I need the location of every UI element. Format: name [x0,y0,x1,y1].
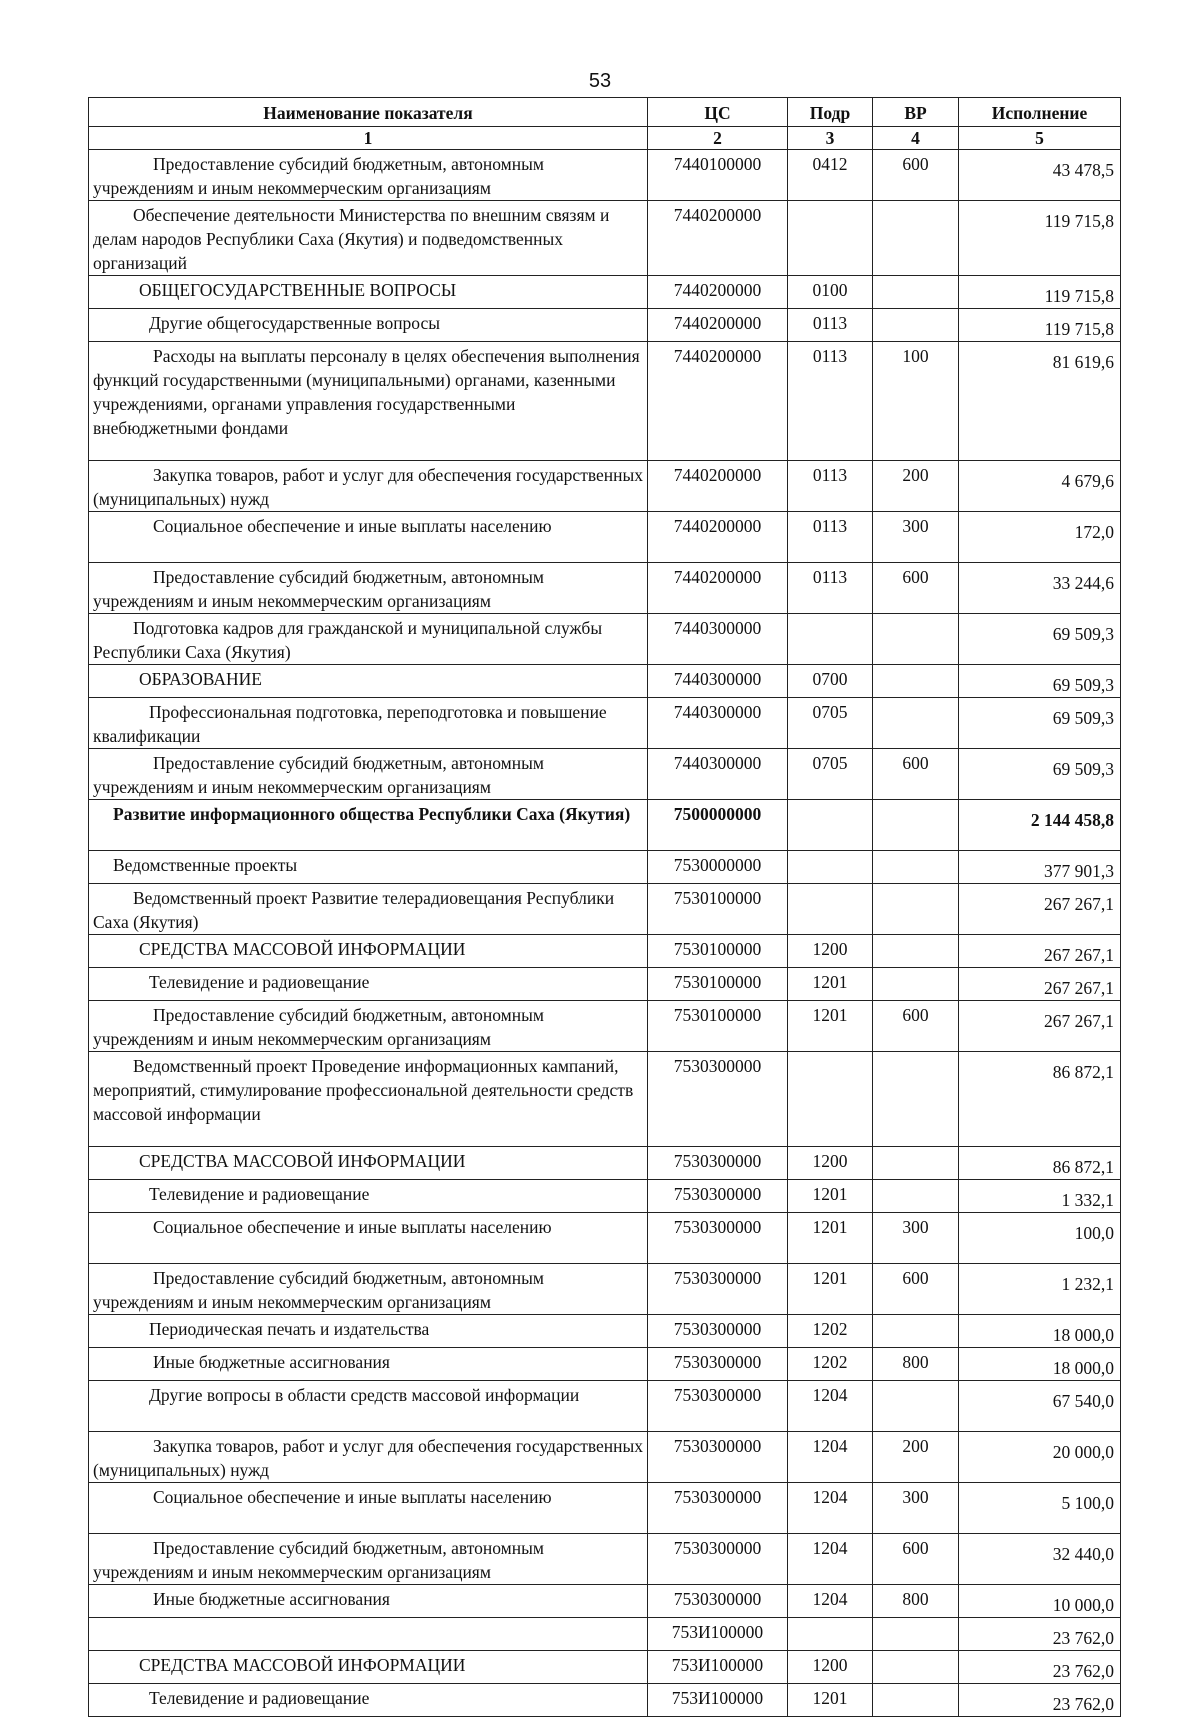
row-cs-code: 7440100000 [648,150,788,201]
row-name: Телевидение и радиовещание [89,1684,648,1717]
row-cs-code: 7530300000 [648,1180,788,1213]
table-row [89,1348,1121,1381]
row-amount: 10 000,0 [959,1585,1121,1618]
row-vr-code: 600 [873,749,959,800]
row-name: Телевидение и радиовещание [89,1180,648,1213]
row-podr-code: 1201 [788,1264,873,1315]
row-name: Предоставление субсидий бюджетным, автономным учреждениям и иным некоммерческим организациям [89,150,648,201]
table-row [89,1651,1121,1684]
table-row [89,1684,1121,1717]
row-name: Социальное обеспечение и иные выплаты населению [89,1213,648,1264]
row-vr-code [873,698,959,749]
row-name: Закупка товаров, работ и услуг для обеспечения государственных (муниципальных) нужд [89,1432,648,1483]
row-amount: 377 901,3 [959,851,1121,884]
row-amount: 1 232,1 [959,1264,1121,1315]
row-vr-code: 600 [873,150,959,201]
table-row [89,1315,1121,1348]
table-row [89,1618,1121,1651]
row-podr-code [788,201,873,276]
table-row [89,342,1121,461]
row-podr-code: 0100 [788,276,873,309]
row-podr-code [788,1618,873,1651]
row-name: СРЕДСТВА МАССОВОЙ ИНФОРМАЦИИ [89,1651,648,1684]
row-amount: 1 332,1 [959,1180,1121,1213]
row-name: Подготовка кадров для гражданской и муниципальной службы Республики Саха (Якутия) [89,614,648,665]
row-cs-code: 7530100000 [648,1001,788,1052]
table-row [89,1147,1121,1180]
row-podr-code [788,884,873,935]
row-amount: 172,0 [959,512,1121,563]
page-number: 53 [588,70,612,92]
table-row [89,851,1121,884]
row-amount: 18 000,0 [959,1315,1121,1348]
row-amount: 69 509,3 [959,665,1121,698]
column-number-row [89,127,1121,150]
row-podr-code: 0700 [788,665,873,698]
row-name: Периодическая печать и издательства [89,1315,648,1348]
header-podr: Подр [788,98,873,127]
row-vr-code: 800 [873,1348,959,1381]
row-amount: 81 619,6 [959,342,1121,461]
row-amount: 32 440,0 [959,1534,1121,1585]
row-vr-code [873,968,959,1001]
row-amount: 69 509,3 [959,749,1121,800]
row-name: Ведомственный проект Развитие телерадиовещания Республики Саха (Якутия) [89,884,648,935]
row-name: Иные бюджетные ассигнования [89,1585,648,1618]
row-name: Расходы на выплаты персоналу в целях обеспечения выполнения функций государственными (муниципальными) органами, казенными учреждениями, органами управления государственными внебюджетными фондами [89,342,648,461]
row-name: Ведомственный проект Проведение информационных кампаний, мероприятий, стимулирование профессиональной деятельности средств массовой информации [89,1052,648,1147]
row-vr-code [873,935,959,968]
row-podr-code: 1202 [788,1348,873,1381]
row-name: Предоставление субсидий бюджетным, автономным учреждениям и иным некоммерческим организациям [89,1534,648,1585]
row-name: СРЕДСТВА МАССОВОЙ ИНФОРМАЦИИ [89,1147,648,1180]
table-row [89,1381,1121,1432]
row-podr-code [788,800,873,851]
table-row [89,1432,1121,1483]
row-amount: 267 267,1 [959,1001,1121,1052]
table-row [89,749,1121,800]
row-name: Другие общегосударственные вопросы [89,309,648,342]
row-podr-code: 1204 [788,1483,873,1534]
table-row [89,884,1121,935]
table-body [89,150,1121,1717]
row-vr-code: 300 [873,1483,959,1534]
row-name: Предоставление субсидий бюджетным, автономным учреждениям и иным некоммерческим организациям [89,1264,648,1315]
row-amount: 2 144 458,8 [959,800,1121,851]
row-podr-code: 0113 [788,512,873,563]
row-cs-code: 7530300000 [648,1213,788,1264]
table-row [89,1585,1121,1618]
row-cs-code: 7530000000 [648,851,788,884]
row-vr-code [873,309,959,342]
row-vr-code [873,800,959,851]
row-name: Другие вопросы в области средств массовой информации [89,1381,648,1432]
row-cs-code: 7440200000 [648,276,788,309]
row-cs-code: 7440300000 [648,698,788,749]
row-podr-code: 1200 [788,1651,873,1684]
row-cs-code: 7440300000 [648,665,788,698]
row-amount: 86 872,1 [959,1147,1121,1180]
table-row [89,698,1121,749]
row-cs-code: 7440300000 [648,614,788,665]
row-podr-code: 1204 [788,1534,873,1585]
row-name: Предоставление субсидий бюджетным, автономным учреждениям и иным некоммерческим организациям [89,1001,648,1052]
table-row [89,665,1121,698]
row-amount: 20 000,0 [959,1432,1121,1483]
row-name: Социальное обеспечение и иные выплаты населению [89,1483,648,1534]
row-podr-code: 0705 [788,698,873,749]
row-podr-code: 1201 [788,1213,873,1264]
row-cs-code: 7530300000 [648,1585,788,1618]
table-row [89,1483,1121,1534]
row-cs-code: 753И100000 [648,1651,788,1684]
row-amount: 69 509,3 [959,698,1121,749]
column-number: 4 [873,127,959,150]
table-row [89,461,1121,512]
table-row [89,309,1121,342]
row-cs-code: 7530100000 [648,968,788,1001]
row-podr-code: 1204 [788,1585,873,1618]
table-row [89,614,1121,665]
row-podr-code: 1201 [788,968,873,1001]
row-name [89,1618,648,1651]
row-vr-code [873,1651,959,1684]
table-row [89,512,1121,563]
table-row [89,150,1121,201]
column-number: 3 [788,127,873,150]
budget-table-container [88,97,1120,1717]
row-cs-code: 7530300000 [648,1483,788,1534]
row-name: Развитие информационного общества Республики Саха (Якутия) [89,800,648,851]
row-vr-code [873,884,959,935]
row-podr-code: 0113 [788,342,873,461]
row-podr-code: 1201 [788,1684,873,1717]
row-podr-code: 1204 [788,1432,873,1483]
row-vr-code: 200 [873,461,959,512]
row-vr-code: 300 [873,1213,959,1264]
row-podr-code: 1200 [788,1147,873,1180]
row-vr-code: 100 [873,342,959,461]
row-amount: 267 267,1 [959,968,1121,1001]
row-vr-code [873,1684,959,1717]
row-amount: 119 715,8 [959,201,1121,276]
row-amount: 33 244,6 [959,563,1121,614]
row-amount: 5 100,0 [959,1483,1121,1534]
row-cs-code: 7530100000 [648,884,788,935]
row-cs-code: 7500000000 [648,800,788,851]
row-podr-code: 1202 [788,1315,873,1348]
table-row [89,563,1121,614]
row-cs-code: 7530300000 [648,1315,788,1348]
row-podr-code: 0113 [788,309,873,342]
row-amount: 119 715,8 [959,309,1121,342]
row-amount: 267 267,1 [959,884,1121,935]
table-row [89,1052,1121,1147]
row-podr-code: 1201 [788,1180,873,1213]
row-cs-code: 753И100000 [648,1618,788,1651]
row-podr-code: 1201 [788,1001,873,1052]
row-cs-code: 7440200000 [648,461,788,512]
row-vr-code [873,201,959,276]
row-cs-code: 7530300000 [648,1432,788,1483]
row-name: Телевидение и радиовещание [89,968,648,1001]
row-amount: 67 540,0 [959,1381,1121,1432]
row-vr-code: 200 [873,1432,959,1483]
row-cs-code: 7530300000 [648,1534,788,1585]
row-vr-code [873,1052,959,1147]
row-cs-code: 7530300000 [648,1264,788,1315]
row-vr-code: 300 [873,512,959,563]
row-vr-code [873,1618,959,1651]
table-row [89,1180,1121,1213]
row-cs-code: 7530300000 [648,1348,788,1381]
row-podr-code: 1204 [788,1381,873,1432]
header-amount: Исполнение [959,98,1121,127]
table-row [89,1534,1121,1585]
column-number: 2 [648,127,788,150]
table-row [89,1264,1121,1315]
row-name: Закупка товаров, работ и услуг для обеспечения государственных (муниципальных) нужд [89,461,648,512]
header-row [89,98,1121,127]
row-vr-code: 800 [873,1585,959,1618]
row-name: ОБРАЗОВАНИЕ [89,665,648,698]
row-amount: 100,0 [959,1213,1121,1264]
row-podr-code: 0113 [788,461,873,512]
row-vr-code [873,851,959,884]
row-amount: 69 509,3 [959,614,1121,665]
row-cs-code: 7440200000 [648,309,788,342]
row-podr-code [788,851,873,884]
row-amount: 119 715,8 [959,276,1121,309]
row-name: ОБЩЕГОСУДАРСТВЕННЫЕ ВОПРОСЫ [89,276,648,309]
row-amount: 43 478,5 [959,150,1121,201]
row-vr-code [873,1180,959,1213]
row-vr-code [873,1381,959,1432]
row-vr-code: 600 [873,563,959,614]
row-amount: 23 762,0 [959,1651,1121,1684]
row-name: Предоставление субсидий бюджетным, автономным учреждениям и иным некоммерческим организациям [89,563,648,614]
row-amount: 23 762,0 [959,1618,1121,1651]
row-name: Профессиональная подготовка, переподготовка и повышение квалификации [89,698,648,749]
column-number: 1 [89,127,648,150]
row-podr-code: 0113 [788,563,873,614]
row-cs-code: 7440200000 [648,201,788,276]
row-vr-code [873,665,959,698]
table-row [89,968,1121,1001]
row-name: Социальное обеспечение и иные выплаты населению [89,512,648,563]
table-row [89,1213,1121,1264]
row-podr-code [788,1052,873,1147]
budget-table [88,97,1121,1717]
row-podr-code [788,614,873,665]
row-amount: 23 762,0 [959,1684,1121,1717]
row-vr-code [873,614,959,665]
row-vr-code [873,1147,959,1180]
row-podr-code: 0705 [788,749,873,800]
row-name: Предоставление субсидий бюджетным, автономным учреждениям и иным некоммерческим организациям [89,749,648,800]
header-name: Наименование показателя [89,98,648,127]
table-row [89,1001,1121,1052]
table-row [89,800,1121,851]
header-vr: ВР [873,98,959,127]
row-vr-code: 600 [873,1534,959,1585]
row-cs-code: 7530300000 [648,1052,788,1147]
header-cs: ЦС [648,98,788,127]
row-name: Обеспечение деятельности Министерства по внешним связям и делам народов Республики Саха (Якутия) и подведомственных организаций [89,201,648,276]
row-cs-code: 7440200000 [648,342,788,461]
row-podr-code: 1200 [788,935,873,968]
row-cs-code: 753И100000 [648,1684,788,1717]
row-amount: 267 267,1 [959,935,1121,968]
row-vr-code [873,276,959,309]
row-amount: 86 872,1 [959,1052,1121,1147]
row-podr-code: 0412 [788,150,873,201]
row-vr-code: 600 [873,1001,959,1052]
row-name: Иные бюджетные ассигнования [89,1348,648,1381]
column-number: 5 [959,127,1121,150]
row-cs-code: 7530300000 [648,1147,788,1180]
table-row [89,935,1121,968]
row-name: СРЕДСТВА МАССОВОЙ ИНФОРМАЦИИ [89,935,648,968]
row-cs-code: 7530100000 [648,935,788,968]
row-vr-code [873,1315,959,1348]
row-amount: 4 679,6 [959,461,1121,512]
row-cs-code: 7530300000 [648,1381,788,1432]
table-row [89,276,1121,309]
row-amount: 18 000,0 [959,1348,1121,1381]
row-cs-code: 7440300000 [648,749,788,800]
table-row [89,201,1121,276]
row-name: Ведомственные проекты [89,851,648,884]
row-cs-code: 7440200000 [648,563,788,614]
row-vr-code: 600 [873,1264,959,1315]
row-cs-code: 7440200000 [648,512,788,563]
